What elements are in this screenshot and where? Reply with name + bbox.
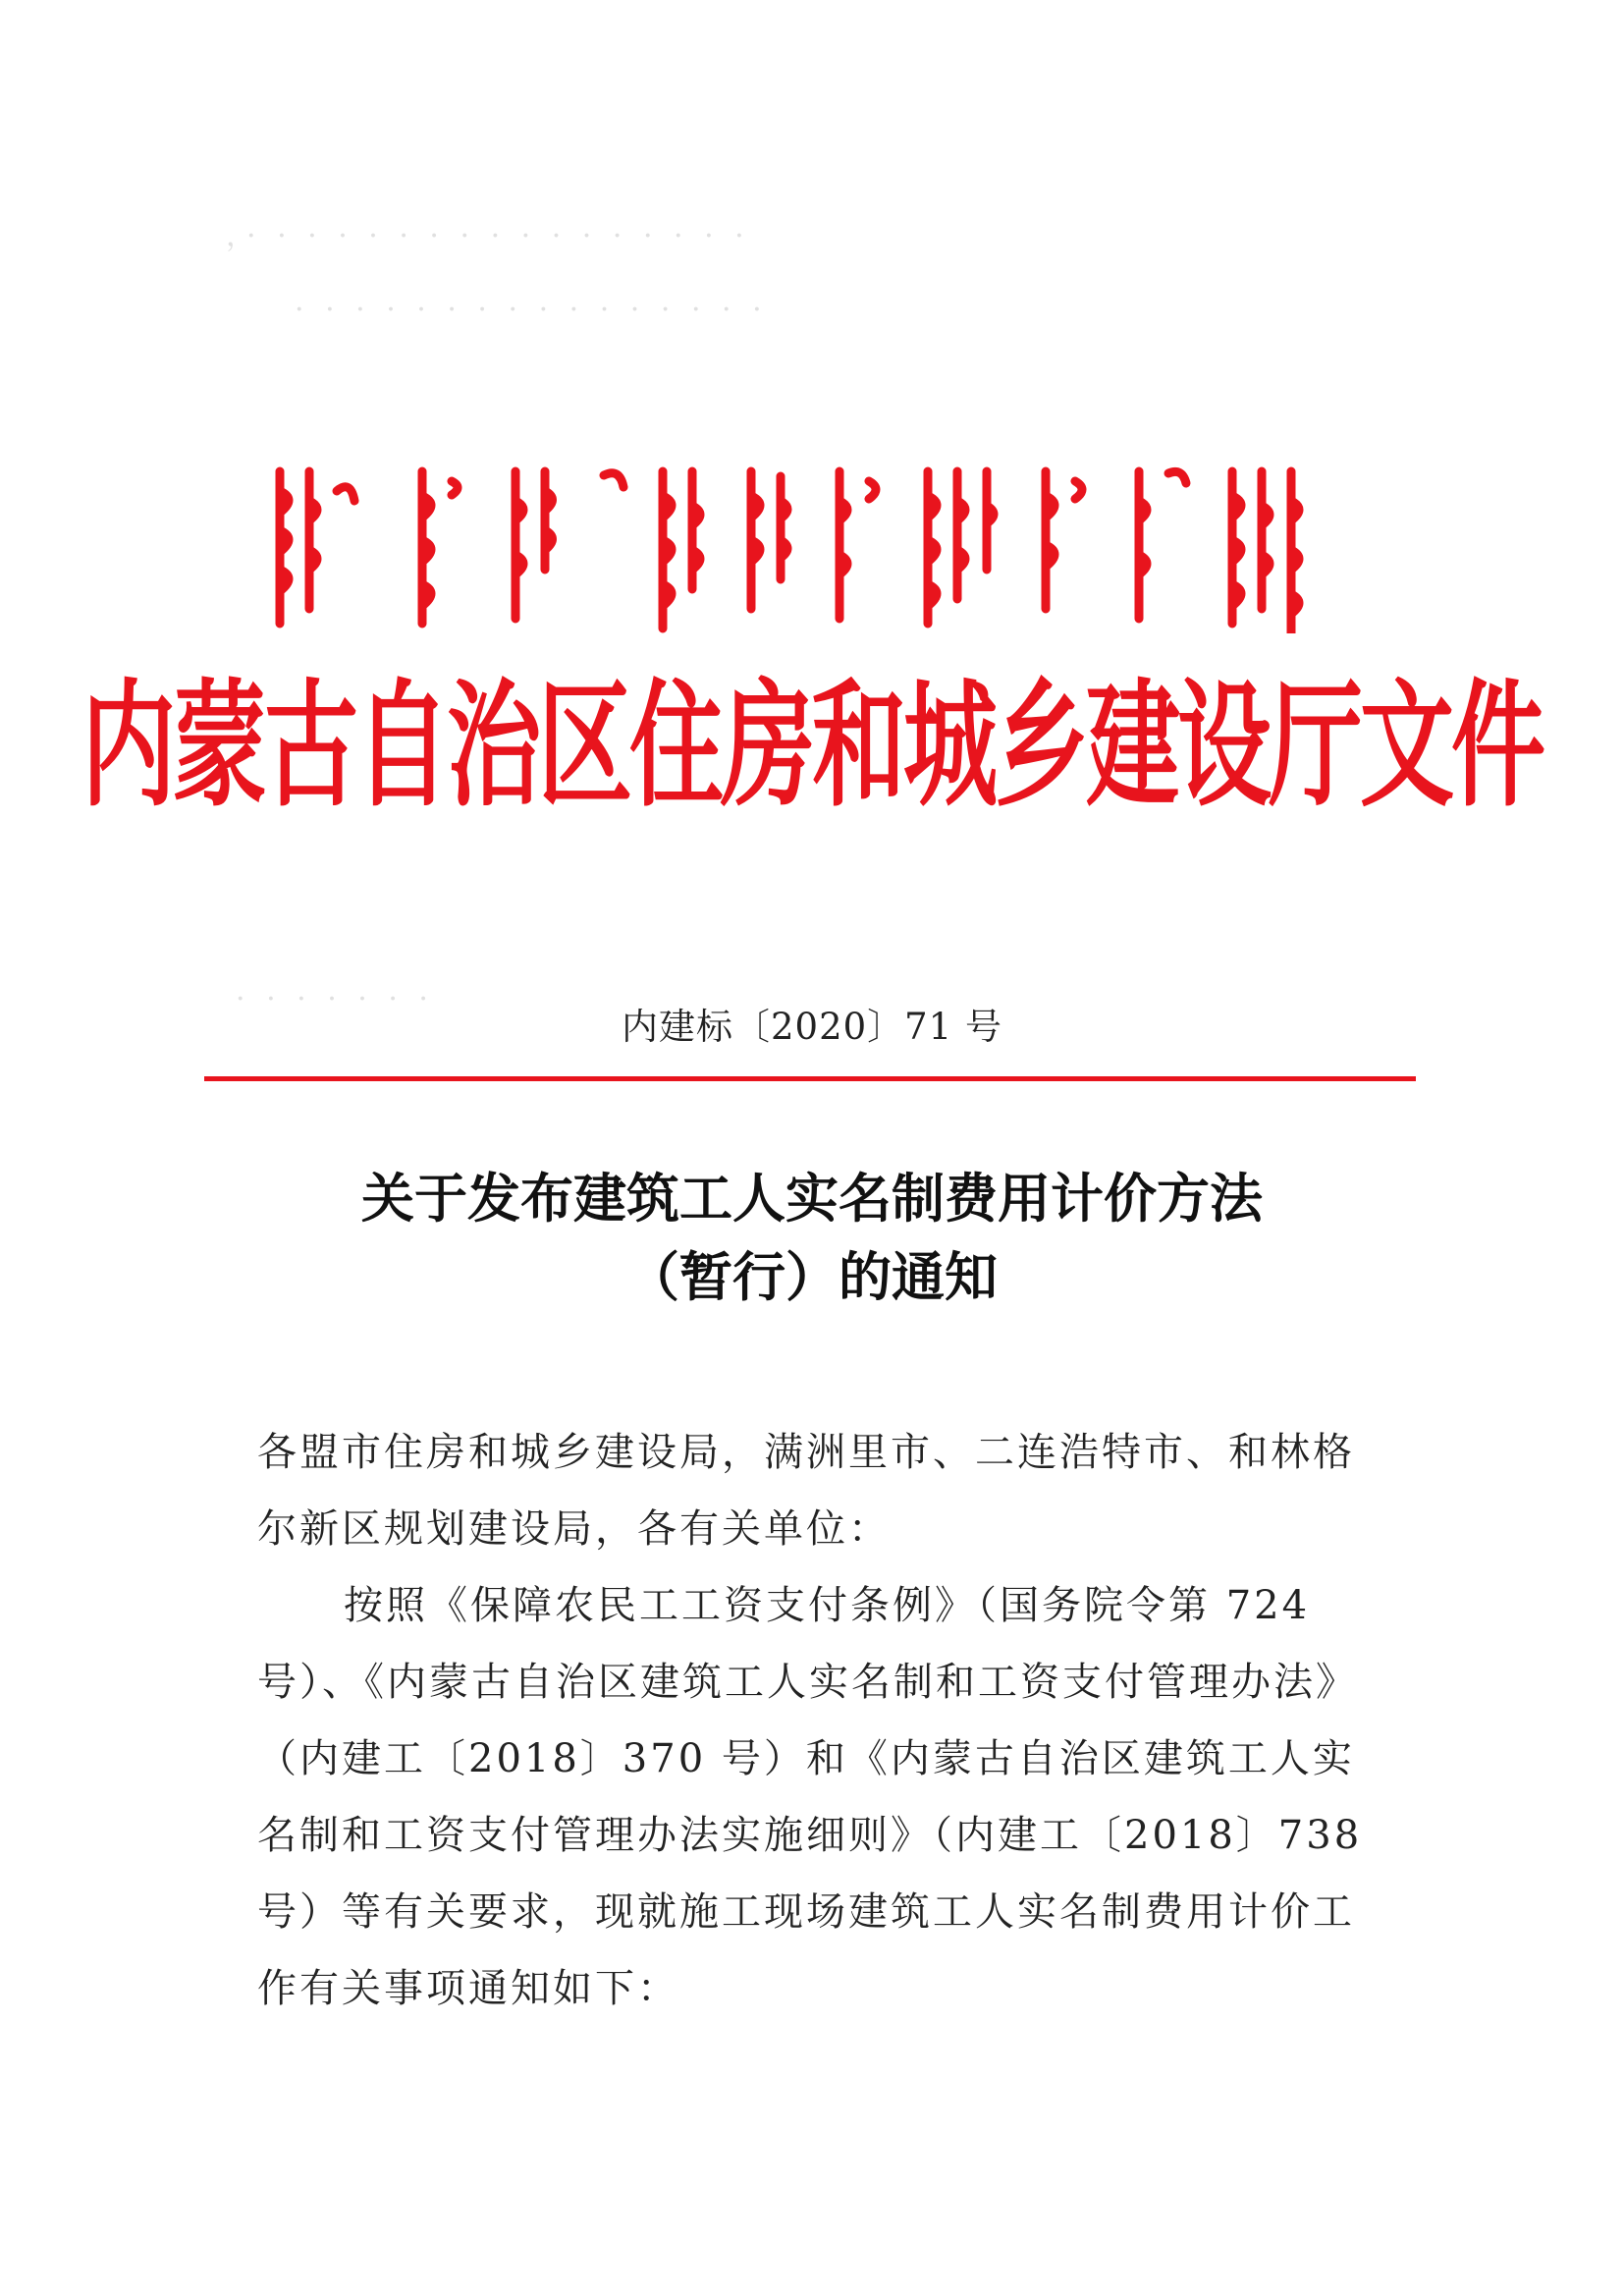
reverse-bleed-2: · · · · · · · · · · · · · · · · — [295, 293, 768, 327]
body-paragraph-1: 按照《保障农民工工资支付条例》（国务院令第 724 号）、《内蒙古自治区建筑工人实名制和工资支付管理办法》（内建工〔2018〕370 号）和《内蒙古自治区建筑工人实名制和工资支付管理办法实施细则》（内建工〔2018〕738 号）等有关要求，现就施工现场建筑工人实名制费用计价工作有关事项通知如下： — [257, 1583, 1363, 2011]
mongolian-script-header-icon — [260, 462, 1360, 633]
notice-heading-line-1: 关于发布建筑工人实名制费用计价方法 — [361, 1167, 1263, 1230]
document-number: 内建标〔2020〕71 号 — [621, 1006, 1002, 1048]
notice-heading-line-2: （暂行）的通知 — [626, 1245, 998, 1308]
notice-heading — [0, 1159, 1624, 1316]
document-header-title: 内蒙古自治区住房和城乡建设厅文件 — [81, 666, 1543, 826]
reverse-bleed-1: ，· · · · · · · · · · · · · · · · · — [226, 219, 750, 253]
red-separator-line — [204, 1076, 1416, 1081]
reverse-bleed-3: · · · · · · · — [236, 982, 434, 1016]
notice-body — [257, 1414, 1377, 2027]
addressee-paragraph: 各盟市住房和城乡建设局，满洲里市、二连浩特市、和林格尔新区规划建设局，各有关单位： — [257, 1430, 1355, 1552]
